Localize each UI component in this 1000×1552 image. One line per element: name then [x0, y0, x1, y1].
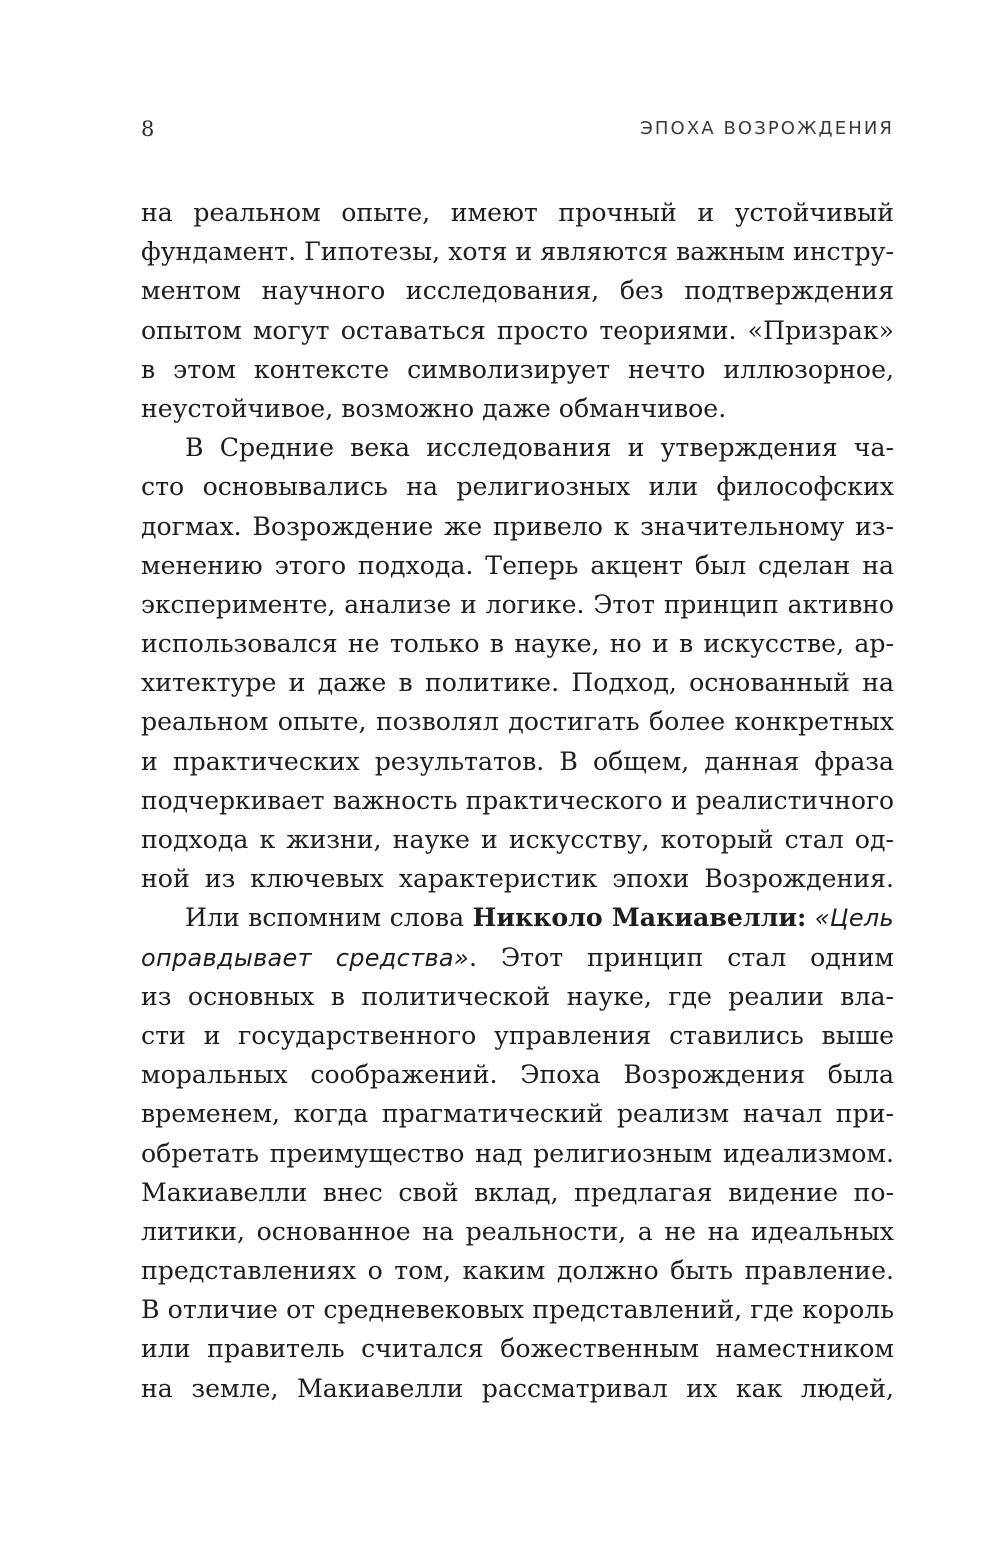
text-line: представлениях о том, каким должно быть правление.: [141, 1256, 894, 1286]
after-quote-text: . Этот принцип стал одним: [469, 942, 894, 972]
machiavelli-name: Никколо Макиавелли:: [472, 902, 807, 933]
text-line: или правитель считался божественным наместником: [141, 1334, 894, 1364]
text-line: и практических результатов. В общем, данная фраза: [141, 746, 894, 776]
text-line: на реальном опыте, имеют прочный и устойчивый: [141, 198, 894, 227]
text-line: из основных в политической науке, где реалии вла-: [141, 981, 894, 1011]
text-line: фундамент. Гипотезы, хотя и являются важным инстру-: [141, 237, 894, 267]
text-line: ной из ключевых характеристик эпохи Возрождения.: [141, 864, 894, 894]
text-line: неустойчивое, возможно даже обманчивое.: [141, 393, 727, 423]
text-line: опытом могут оставаться просто теориями. «Призрак»: [141, 315, 894, 345]
text-line: ментом научного исследования, без подтверждения: [141, 276, 894, 306]
text-line: на земле, Макиавелли рассматривал их как людей,: [141, 1373, 894, 1403]
text-line: В отличие от средневековых представлений, где король: [141, 1295, 894, 1325]
text-line: подчеркивает важность практического и реалистичного: [141, 785, 894, 815]
page-number: 8: [141, 117, 155, 141]
text-line: подхода к жизни, науке и искусству, который стал од-: [141, 825, 894, 854]
text-line: сто основывались на религиозных или философских: [141, 472, 894, 502]
quote-part-2: оправдывает средства»: [141, 943, 470, 972]
quote-part-1: «Цель: [814, 904, 894, 933]
running-head: [141, 114, 894, 144]
text-line: сти и государственного управления ставились выше: [141, 1020, 894, 1050]
body-text: [141, 193, 894, 1408]
text-line: эксперименте, анализе и логике. Этот принцип активно: [141, 589, 894, 619]
text-line-quote: [141, 938, 894, 977]
text-line: догмах. Возрождение же привело к значительному из-: [141, 511, 894, 541]
text-line: Макиавелли внес свой вклад, предлагая видение по-: [141, 1177, 894, 1207]
text-line: обретать преимущество над религиозным идеализмом.: [141, 1138, 894, 1168]
text-line: хитектуре и даже в политике. Подход, основанный на: [141, 668, 894, 698]
text-line: временем, когда прагматический реализм начал при-: [141, 1099, 894, 1129]
intro-text: Или вспомним слова: [185, 903, 473, 933]
text-line: реальном опыте, позволял достигать более конкретных: [141, 707, 894, 737]
text-line: В Средние века исследования и утверждения ча-: [185, 433, 894, 463]
text-line-machiavelli-intro: [141, 898, 894, 937]
text-line: менению этого подхода. Теперь акцент был сделан на: [141, 550, 894, 580]
text-line: моральных соображений. Эпоха Возрождения была: [141, 1060, 894, 1090]
text-line: литики, основанное на реальности, а не на идеальных: [141, 1216, 894, 1246]
chapter-title: ЭПОХА ВОЗРОЖДЕНИЯ: [640, 118, 894, 139]
text-line: в этом контексте символизирует нечто иллюзорное,: [141, 354, 894, 384]
text-line: использовался не только в науке, но и в искусстве, ар-: [141, 629, 894, 659]
